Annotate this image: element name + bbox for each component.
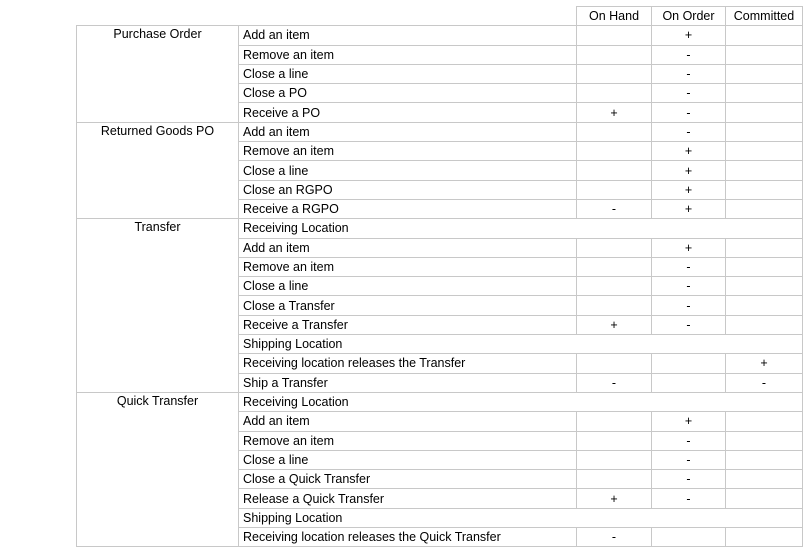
on-order-cell: - [652, 296, 726, 315]
action-cell: Close a line [239, 450, 577, 469]
on-order-cell: - [652, 470, 726, 489]
section-label: Quick Transfer [77, 392, 239, 546]
committed-cell: - [726, 373, 803, 392]
on-hand-cell: - [577, 373, 652, 392]
action-cell: Release a Quick Transfer [239, 489, 577, 508]
committed-cell [726, 412, 803, 431]
section-label: Returned Goods PO [77, 122, 239, 218]
action-cell: Remove an item [239, 142, 577, 161]
on-order-cell: + [652, 161, 726, 180]
on-hand-cell [577, 64, 652, 83]
group-label: Shipping Location [239, 508, 803, 527]
committed-cell [726, 122, 803, 141]
action-cell: Add an item [239, 122, 577, 141]
on-hand-cell [577, 296, 652, 315]
on-order-cell: - [652, 103, 726, 122]
committed-cell [726, 296, 803, 315]
action-cell: Add an item [239, 238, 577, 257]
group-row [77, 392, 803, 411]
table-row [77, 26, 803, 45]
on-order-cell: - [652, 122, 726, 141]
on-order-cell: + [652, 26, 726, 45]
committed-cell [726, 45, 803, 64]
section-label: Transfer [77, 219, 239, 393]
on-hand-cell [577, 180, 652, 199]
action-cell: Receive a RGPO [239, 199, 577, 218]
action-cell: Receive a Transfer [239, 315, 577, 334]
committed-cell: + [726, 354, 803, 373]
group-label: Receiving Location [239, 392, 803, 411]
on-order-cell: + [652, 238, 726, 257]
group-label: Receiving Location [239, 219, 803, 238]
header-row [77, 7, 803, 26]
on-hand-cell [577, 277, 652, 296]
on-hand-cell [577, 161, 652, 180]
action-cell: Receiving location releases the Transfer [239, 354, 577, 373]
committed-cell [726, 450, 803, 469]
committed-cell [726, 528, 803, 547]
committed-cell [726, 470, 803, 489]
on-order-cell: - [652, 257, 726, 276]
action-cell: Receive a PO [239, 103, 577, 122]
on-order-cell: - [652, 45, 726, 64]
on-hand-cell: - [577, 199, 652, 218]
committed-cell [726, 277, 803, 296]
table-row [77, 122, 803, 141]
on-hand-cell [577, 431, 652, 450]
on-hand-cell [577, 412, 652, 431]
committed-cell [726, 489, 803, 508]
table-body [77, 7, 803, 547]
action-cell: Close a line [239, 277, 577, 296]
on-order-cell: + [652, 199, 726, 218]
on-order-cell [652, 354, 726, 373]
on-order-cell: - [652, 315, 726, 334]
on-order-cell: - [652, 277, 726, 296]
group-row [77, 219, 803, 238]
action-cell: Remove an item [239, 431, 577, 450]
on-hand-cell [577, 470, 652, 489]
on-hand-cell [577, 238, 652, 257]
on-hand-cell [577, 26, 652, 45]
committed-cell [726, 180, 803, 199]
action-cell: Add an item [239, 26, 577, 45]
header-spacer [239, 7, 577, 26]
on-order-cell [652, 528, 726, 547]
inventory-effects-table [76, 6, 803, 547]
committed-cell [726, 161, 803, 180]
committed-cell [726, 315, 803, 334]
committed-cell [726, 64, 803, 83]
action-cell: Close a Transfer [239, 296, 577, 315]
action-cell: Close a PO [239, 84, 577, 103]
on-order-cell: + [652, 180, 726, 199]
on-hand-cell [577, 122, 652, 141]
on-hand-cell [577, 84, 652, 103]
on-hand-cell: + [577, 103, 652, 122]
on-order-cell: + [652, 412, 726, 431]
on-hand-cell: + [577, 315, 652, 334]
committed-cell [726, 103, 803, 122]
on-hand-cell: - [577, 528, 652, 547]
on-hand-cell [577, 354, 652, 373]
action-cell: Close a line [239, 161, 577, 180]
committed-cell [726, 84, 803, 103]
action-cell: Close a line [239, 64, 577, 83]
action-cell: Remove an item [239, 257, 577, 276]
header-committed: Committed [726, 7, 803, 26]
on-order-cell: - [652, 450, 726, 469]
on-order-cell [652, 373, 726, 392]
committed-cell [726, 199, 803, 218]
action-cell: Close an RGPO [239, 180, 577, 199]
committed-cell [726, 238, 803, 257]
header-on-order: On Order [652, 7, 726, 26]
section-label: Purchase Order [77, 26, 239, 122]
on-order-cell: - [652, 64, 726, 83]
on-hand-cell [577, 142, 652, 161]
committed-cell [726, 26, 803, 45]
on-hand-cell [577, 450, 652, 469]
committed-cell [726, 431, 803, 450]
committed-cell [726, 257, 803, 276]
action-cell: Receiving location releases the Quick Transfer [239, 528, 577, 547]
action-cell: Ship a Transfer [239, 373, 577, 392]
on-order-cell: - [652, 431, 726, 450]
action-cell: Close a Quick Transfer [239, 470, 577, 489]
on-hand-cell [577, 45, 652, 64]
on-order-cell: - [652, 489, 726, 508]
action-cell: Add an item [239, 412, 577, 431]
on-order-cell: - [652, 84, 726, 103]
committed-cell [726, 142, 803, 161]
action-cell: Remove an item [239, 45, 577, 64]
on-hand-cell [577, 257, 652, 276]
on-order-cell: + [652, 142, 726, 161]
header-spacer [77, 7, 239, 26]
header-on-hand: On Hand [577, 7, 652, 26]
group-label: Shipping Location [239, 335, 803, 354]
on-hand-cell: + [577, 489, 652, 508]
